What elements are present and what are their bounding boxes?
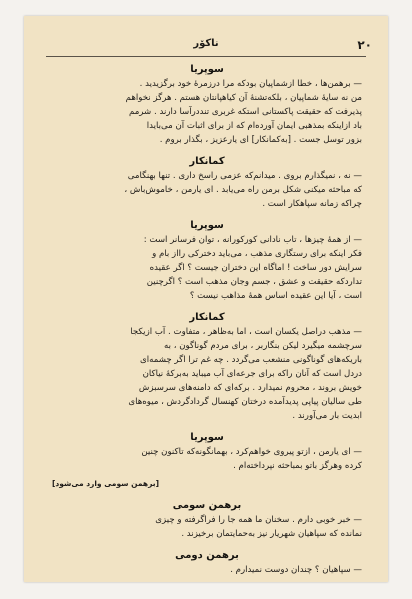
block-spacer xyxy=(52,541,362,548)
dialogue-line: سرچشمه میگیرد لیكن بنگاربر ، برای مردم گوناگون ، به xyxy=(164,341,362,351)
header-rule xyxy=(46,56,366,57)
dialogue-line: — مذهب دراصل یكسان است ، اما به‌ظاهر ، متفاوت . آب ازیكجا xyxy=(130,327,362,337)
dialogue-line: تداردكه حقیقت و عشق ، جسم وجان مذهب است ؟ اگرچنین xyxy=(146,277,362,287)
dialogue-line: سرایش دور ساخت ! اما‌گاه این دختران جیست ؟ اگر عقیده xyxy=(149,263,362,273)
dialogue-line: است ، آیا این عقیده اساس همهٔ مذاهب نیست ؟ xyxy=(189,291,362,301)
speaker-name: سوپریا xyxy=(190,220,224,231)
dialogue-line: — برهمن‌ها ، خطا ازشماپیان بودكه مرا درزمرهٔ خود برگزیدید . xyxy=(139,79,362,89)
dialogue-line: كه مباحثه میكنی شكل برمن راه می‌یابد . ای یارمن ، خاموش‌باش ، xyxy=(124,185,362,195)
block-spacer xyxy=(52,303,362,310)
block-spacer xyxy=(52,211,362,218)
dialogue-line: — نه ، نمیگذارم بروی . میدانم‌كه عزمی راسخ داری . تنها بهنگامی xyxy=(127,171,362,181)
page-number: ۲۰ xyxy=(357,38,372,52)
speaker-name: برهمن دومی xyxy=(175,550,239,561)
dialogue-line: پذیرفت كه حقیقت پاكستانی استكه غربری تنددرآسا دارند . شرمم xyxy=(128,107,362,117)
block-spacer xyxy=(52,491,362,498)
play-text xyxy=(52,62,362,577)
stage-direction: [برهمن سومی وارد می‌شود] xyxy=(52,479,160,488)
dialogue-line: بزور توسل جست . [به‌كمانكار] ای یارعزیز ، بگذار بروم . xyxy=(159,135,362,145)
block-spacer xyxy=(52,147,362,154)
dialogue-line: خویش بروند ، محروم نمیدارد . بركه‌ای كه دامنه‌های سرسبزش xyxy=(138,383,362,393)
speaker-name: سوپریا xyxy=(190,432,224,443)
dialogue-line: چراكه زمانه سپاهكار است . xyxy=(262,199,362,209)
dialogue-line: من نه سایهٔ شماپیان ، بلكه‌تشنهٔ آن كیاهپانتان هستم . هرگز نخواهم xyxy=(125,93,362,103)
speaker-name: كمانكار xyxy=(189,156,225,167)
speaker-name: سوپریا xyxy=(190,64,224,75)
dialogue-line: — سپاهیان ؟ چندان دوست نمیدارم . xyxy=(230,565,362,575)
page-header xyxy=(34,38,378,56)
dialogue-line: طی سالیان پیاپی پدیدآمده درختان كهنسال گردادگردش ، میوه‌های xyxy=(128,397,362,407)
block-spacer xyxy=(52,423,362,430)
dialogue-line: باد ازاینكه بمذهبی ایمان آورده‌ام كه از برای اثبات آن می‌بایدا xyxy=(146,121,362,131)
speaker-name: كمانكار xyxy=(189,312,225,323)
running-title: ناكۆر xyxy=(193,38,219,49)
dialogue-line: فكر اینكه برای رستگاری مذهب ، می‌باید دختركی را‌از بام و xyxy=(152,249,362,259)
dialogue-line: باریكه‌های گوناگونی منشعب می‌گردد . چه غم ترا اگر چشمه‌ای xyxy=(140,355,362,365)
book-page xyxy=(24,16,388,582)
dialogue-line: — ای یارمن ، ازتو پیروی خواهم‌كرد ، بهمانگونه‌كه تاكنون چنین xyxy=(141,447,362,457)
speaker-name: برهمن سومی xyxy=(172,500,242,511)
dialogue-line: كرده وهرگز باتو بمباحثه نپرداخته‌ام . xyxy=(233,461,362,471)
dialogue-line: — خبر خوبی دارم . سخنان ما همه جا را فراگرفته و چیزی xyxy=(155,515,362,525)
dialogue-line: — از همهٔ چیزها ، تاب نادانی كوركورانه ، توان فرسانر است : xyxy=(143,235,362,245)
dialogue-line: دردل است كه آنان راكه برای جرعه‌ای آب میباید به‌بركهٔ نیاكان xyxy=(142,369,362,379)
dialogue-line: ابدیت بار می‌آورند . xyxy=(292,411,362,421)
dialogue-line: نمانده كه سپاهیان شهریار نیز به‌حمایتمان برخیزند . xyxy=(181,529,362,539)
